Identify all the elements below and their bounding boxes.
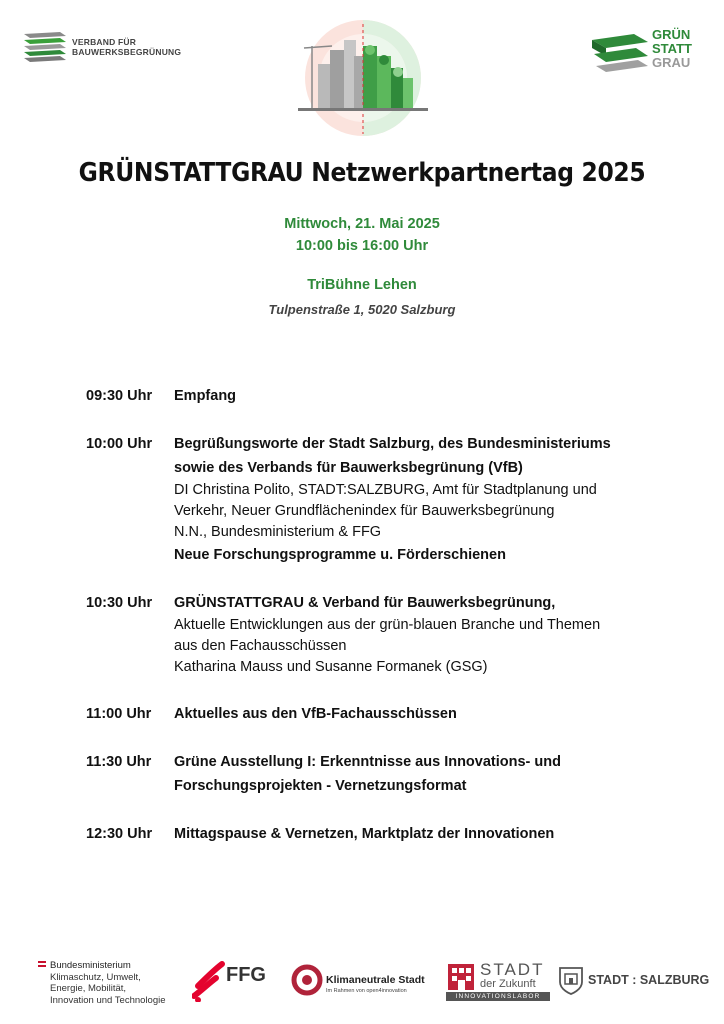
ministry-logo <box>38 960 178 1006</box>
agenda-description <box>174 432 666 567</box>
stadt-salzburg-logo <box>558 966 708 998</box>
stadt-text: STADT <box>480 960 545 979</box>
agenda-line: Neue Forschungsprogramme u. Förderschienen <box>174 547 506 563</box>
agenda-line: sowie des Verbands für Bauwerksbegrünung (VfB) <box>174 460 523 476</box>
agenda-time: 12:30 Uhr <box>86 826 153 842</box>
ministry-line: Energie, Mobilität, <box>50 983 127 994</box>
agenda-time: 11:00 Uhr <box>86 706 152 722</box>
salzburg-crest-icon <box>558 966 584 996</box>
gsg-logo-line: STATT <box>652 41 692 56</box>
klimaneutral-title: Klimaneutrale Stadt <box>326 974 425 986</box>
building-icon <box>446 962 476 992</box>
stadt-der-zukunft-logo <box>446 962 550 1002</box>
agenda-gap <box>86 408 666 432</box>
agenda-line: Begrüßungsworte der Stadt Salzburg, des Bundesministeriums <box>174 436 611 452</box>
ministry-line: Innovation und Technologie <box>50 994 166 1006</box>
vfb-logo-line: VERBAND FÜR <box>72 37 137 47</box>
agenda-description <box>174 384 666 408</box>
vfb-stack-icon <box>22 26 68 70</box>
gsg-logo-line: GRÜN <box>652 27 691 42</box>
agenda-item <box>86 750 666 798</box>
agenda-line: Verkehr, Neuer Grundflächenindex für Bauwerksbegrünung <box>174 503 555 519</box>
agenda-gap <box>86 726 666 750</box>
agenda-gap <box>86 798 666 822</box>
agenda-item <box>86 432 666 567</box>
agenda-time: 10:00 Uhr <box>86 436 153 452</box>
agenda-item <box>86 702 666 726</box>
klimaneutral-subtitle: Im Rahmen von open4innovation <box>326 988 407 994</box>
agenda-item <box>86 822 666 846</box>
agenda <box>86 384 666 846</box>
agenda-description <box>174 702 666 726</box>
ministry-line: Klimaschutz, Umwelt, <box>50 971 141 983</box>
agenda-line: Mittagspause & Vernetzen, Marktplatz der Innovationen <box>174 826 555 842</box>
event-time: 10:00 bis 16:00 Uhr <box>295 238 429 254</box>
salzburg-text: STADT : SALZBURG <box>588 973 710 987</box>
gsg-logo-line: GRAU <box>652 55 691 70</box>
agenda-line: Forschungsprojekten - Vernetzungsformat <box>174 778 467 794</box>
agenda-line: Grüne Ausstellung I: Erkenntnisse aus Innovations- und <box>174 754 561 770</box>
page-title: GRÜNSTATTGRAU Netzwerkpartnertag 2025 <box>78 158 646 188</box>
austria-flag-icon <box>38 961 46 967</box>
agenda-line: aus den Fachausschüssen <box>174 638 347 654</box>
agenda-gap <box>86 678 666 702</box>
agenda-description <box>174 822 666 846</box>
agenda-description <box>174 750 666 798</box>
agenda-item <box>86 591 666 678</box>
ffg-text: FFG <box>226 964 266 986</box>
gsg-stack-icon <box>588 26 650 80</box>
gruenstattgrau-logo <box>588 26 698 82</box>
ffg-logo <box>192 960 282 1002</box>
agenda-time: 11:30 Uhr <box>86 754 152 770</box>
agenda-time: 10:30 Uhr <box>86 595 153 611</box>
agenda-description <box>174 591 666 678</box>
ffg-mark-icon <box>192 960 226 1002</box>
event-date: Mittwoch, 21. Mai 2025 <box>284 216 440 232</box>
agenda-item <box>86 384 666 408</box>
agenda-line: Katharina Mauss und Susanne Formanek (GSG) <box>174 659 488 675</box>
innovationslabor-text: INNOVATIONSLABOR <box>446 992 550 1001</box>
agenda-line: N.N., Bundesministerium & FFG <box>174 524 382 540</box>
gsg-logo-text <box>652 28 692 70</box>
agenda-line: Empfang <box>174 388 237 404</box>
agenda-time: 09:30 Uhr <box>86 388 153 404</box>
agenda-gap <box>86 567 666 591</box>
agenda-line: Aktuelle Entwicklungen aus der grün-blauen Branche und Themen <box>174 617 601 633</box>
ministry-line: Bundesministerium <box>50 960 131 971</box>
event-address: Tulpenstraße 1, 5020 Salzburg <box>268 302 456 317</box>
der-zukunft-text: der Zukunft <box>480 978 536 990</box>
klimaneutrale-stadt-logo <box>290 962 440 1002</box>
vfb-logo <box>22 26 182 70</box>
hero-illustration <box>288 16 438 138</box>
agenda-line: Aktuelles aus den VfB-Fachausschüssen <box>174 706 457 722</box>
event-venue: TriBühne Lehen <box>307 277 417 293</box>
klimaneutral-ring-icon <box>290 962 324 996</box>
vfb-logo-text <box>72 37 181 57</box>
agenda-line: DI Christina Polito, STADT:SALZBURG, Amt für Stadtplanung und <box>174 482 597 498</box>
agenda-line: GRÜNSTATTGRAU & Verband für Bauwerksbegrünung, <box>174 595 556 611</box>
vfb-logo-line: BAUWERKSBEGRÜNUNG <box>72 47 182 57</box>
